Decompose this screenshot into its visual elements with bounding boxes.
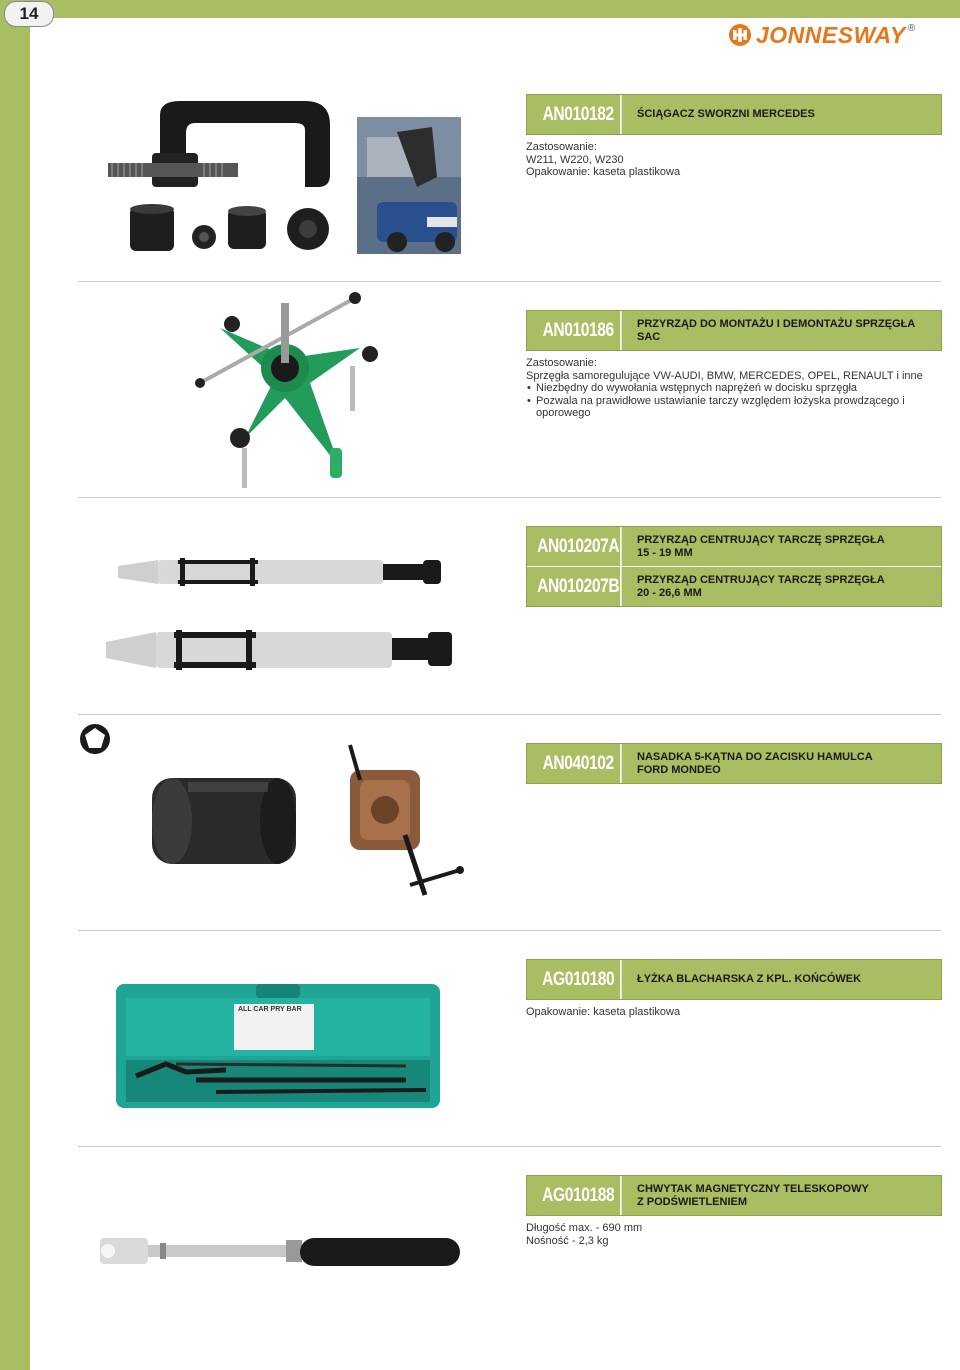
pentagon-socket-image bbox=[148, 762, 300, 880]
product-title: NASADKA 5-KĄTNA DO ZACISKU HAMULCA bbox=[637, 750, 873, 763]
product-title: CHWYTAK MAGNETYCZNY TELESKOPOWY bbox=[637, 1182, 869, 1195]
product-code: AN010186 bbox=[536, 311, 621, 350]
page-number: 14 bbox=[4, 1, 54, 27]
product-code: AG010180 bbox=[536, 960, 621, 999]
product-title: PRZYRZĄD CENTRUJĄCY TARCZĘ SPRZĘGŁA bbox=[637, 533, 885, 546]
product-title: ŚCIĄGACZ SWORZNI MERCEDES bbox=[637, 108, 815, 120]
product-title: PRZYRZĄD CENTRUJĄCY TARCZĘ SPRZĘGŁA bbox=[637, 573, 885, 586]
product-code: AN010207B bbox=[536, 567, 621, 606]
desc-line: Nośność - 2,3 kg bbox=[526, 1234, 609, 1247]
product-code: AN010182 bbox=[536, 95, 621, 134]
desc-bullet: • Pozwala na prawidłowe ustawianie tarczy względem łożyska prowdzącego i oporowego bbox=[526, 395, 906, 420]
product-header bbox=[526, 310, 942, 351]
side-band bbox=[0, 0, 30, 1370]
section-divider bbox=[78, 281, 941, 282]
section-divider bbox=[78, 714, 941, 715]
product-title: PRZYRZĄD DO MONTAŻU I DEMONTAŻU SPRZĘGŁA SAC bbox=[637, 317, 915, 343]
product-code: AN040102 bbox=[536, 744, 621, 783]
desc-line: Zastosowanie: bbox=[526, 357, 597, 369]
ball-joint-puller-image bbox=[100, 95, 350, 260]
desc-line: Zastosowanie: bbox=[526, 141, 597, 153]
desc-line: Opakowanie: kaseta plastikowa bbox=[526, 166, 681, 178]
desc-line: Opakowanie: kaseta plastikowa bbox=[526, 1006, 681, 1018]
product-subtitle: 20 - 26,6 MM bbox=[637, 586, 702, 599]
brand-registered: ® bbox=[907, 23, 916, 34]
product-description bbox=[526, 1222, 946, 1247]
product-code: AG010188 bbox=[536, 1176, 621, 1215]
desc-line: W211, W220, W230 bbox=[526, 153, 624, 166]
product-description bbox=[526, 141, 946, 179]
magnetic-pickup-tool-image bbox=[100, 1232, 465, 1270]
clutch-alignment-tool-large-image bbox=[106, 628, 456, 672]
case-label: ALL CAR PRY BAR bbox=[238, 1006, 302, 1013]
section-divider bbox=[78, 1146, 941, 1147]
brand-logo-icon bbox=[728, 23, 752, 47]
desc-line: Sprzęgła samoregulujące VW-AUDI, BMW, MERCEDES, OPEL, RENAULT i inne bbox=[526, 369, 923, 382]
ball-joint-usage-photo bbox=[357, 117, 461, 254]
product-code: AN010207A bbox=[536, 527, 621, 566]
brake-caliper-usage-image bbox=[330, 740, 465, 905]
clutch-tool-image bbox=[190, 288, 390, 493]
product-subtitle: FORD MONDEO bbox=[637, 763, 721, 776]
product-description bbox=[526, 1006, 946, 1019]
pentagon-icon bbox=[78, 722, 112, 756]
brand-name: JONNESWAY bbox=[756, 21, 906, 48]
pry-bar-case-image bbox=[106, 980, 450, 1112]
product-header-variants bbox=[526, 526, 942, 607]
product-subtitle: Z PODŚWIETLENIEM bbox=[637, 1195, 747, 1208]
product-subtitle: 15 - 19 MM bbox=[637, 546, 693, 559]
product-title: ŁYŻKA BLACHARSKA Z KPL. KOŃCÓWEK bbox=[637, 973, 862, 985]
product-header bbox=[526, 94, 942, 135]
desc-bullet: • Niezbędny do wywołania wstępnych naprężeń w docisku sprzęgła bbox=[526, 382, 946, 395]
desc-line: Długość max. - 690 mm bbox=[526, 1222, 643, 1234]
top-band bbox=[0, 0, 960, 18]
product-description bbox=[526, 357, 946, 420]
product-header bbox=[526, 1175, 942, 1216]
clutch-alignment-tool-small-image bbox=[118, 556, 448, 590]
product-header bbox=[526, 743, 942, 784]
section-divider bbox=[78, 497, 941, 498]
section-divider bbox=[78, 930, 941, 931]
pry-bar-case-drawing bbox=[106, 980, 450, 1112]
brand-logo bbox=[728, 20, 944, 50]
product-header bbox=[526, 959, 942, 1000]
